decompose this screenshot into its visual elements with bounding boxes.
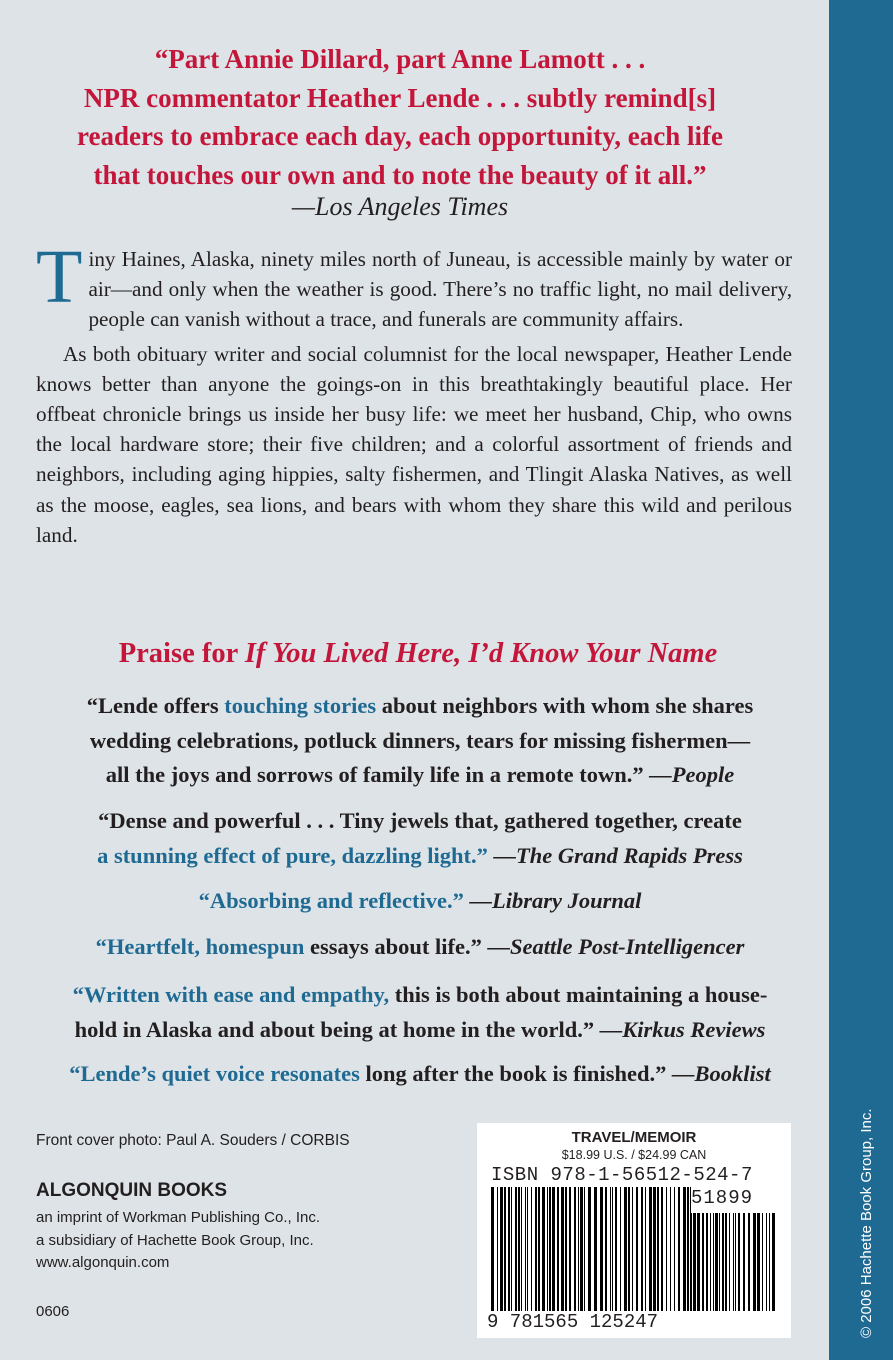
barcode-stripe: [678, 1187, 680, 1311]
copyright-text: © 2006 Hachette Book Group, Inc.: [858, 1108, 875, 1338]
barcode-stripe: [549, 1187, 551, 1311]
barcode-stripe: [527, 1187, 528, 1311]
barcode-stripe: [628, 1187, 630, 1311]
quote-source: —Seattle Post-Intelligencer: [487, 934, 745, 959]
featured-quote: [30, 40, 770, 194]
praise-heading: Praise for If You Lived Here, I’d Know Your Name: [118, 638, 718, 669]
isbn-text: ISBN 978-1-56512-524-7: [491, 1164, 753, 1186]
barcode-stripe: [588, 1187, 591, 1311]
highlight-text: touching stories: [224, 693, 377, 718]
praise-quote-grand-rapids: “Dense and powerful . . . Tiny jewels that, gathered together, create a stunning effect of pure, dazzling light.” —The Grand Rapids Press: [97, 808, 743, 868]
barcode-stripe: [504, 1187, 506, 1311]
praise-quote-library-journal: [30, 884, 810, 919]
barcode-stripe: [666, 1187, 667, 1311]
addon-barcode: [691, 1213, 777, 1311]
barcode-stripe: [542, 1187, 545, 1311]
barcode-stripe: [557, 1187, 559, 1311]
highlight-text: “Heartfelt, homespun: [95, 934, 305, 959]
barcode-stripe: [693, 1213, 696, 1311]
barcode-stripe: [713, 1213, 714, 1311]
barcode-stripe: [670, 1187, 671, 1311]
praise-quote-booklist: “Lende’s quiet voice resonates long after the book is finished.” —Booklist: [69, 1061, 771, 1086]
subsidiary-line: a subsidiary of Hachette Book Group, Inc.: [36, 1231, 314, 1249]
quote-line: that touches our own and to note the beauty of it all.”: [93, 159, 707, 190]
quote-source: —The Grand Rapids Press: [487, 842, 743, 868]
barcode-stripe: [600, 1187, 603, 1311]
quote-line: “Part Annie Dillard, part Anne Lamott . . .: [154, 44, 646, 74]
barcode-stripe: [769, 1213, 770, 1311]
barcode-stripe: [719, 1213, 720, 1311]
barcode-stripe: [632, 1187, 633, 1311]
quote-source: —People: [649, 762, 735, 787]
barcode-stripe: [729, 1213, 730, 1311]
praise-quote-kirkus: “Written with ease and empathy, this is both about maintaining a house- hold in Alaska and about being at home in the world.” —Kirkus Reviews: [72, 982, 768, 1042]
barcode-stripe: [521, 1187, 522, 1311]
barcode-stripe: [762, 1213, 763, 1311]
barcode-panel: [477, 1123, 791, 1338]
spine-strip: [829, 0, 893, 1360]
barcode-stripe: [508, 1187, 510, 1311]
barcode-stripe: [535, 1187, 537, 1311]
ean-number: 9 781565 125247: [487, 1311, 659, 1333]
barcode-stripe: [715, 1213, 718, 1311]
barcode-stripe: [733, 1213, 734, 1311]
barcode-stripe: [735, 1213, 736, 1311]
price-label: $18.99 U.S. / $24.99 CAN: [561, 1148, 707, 1162]
barcode-stripe: [653, 1187, 656, 1311]
barcode-stripe: [569, 1187, 571, 1311]
quote-source: —Kirkus Reviews: [599, 1016, 766, 1042]
barcode-stripe: [674, 1187, 675, 1311]
imprint-line: an imprint of Workman Publishing Co., Inc.: [36, 1209, 321, 1226]
photo-credit: Front cover photo: Paul A. Souders / CORBIS: [36, 1132, 350, 1149]
print-code: 0606: [36, 1303, 70, 1320]
highlight-text: “Lende’s quiet voice resonates: [69, 1061, 360, 1086]
barcode-stripe: [511, 1187, 512, 1311]
praise-quote-seattle: “Heartfelt, homespun essays about life.” —Seattle Post-Intelligencer: [95, 934, 745, 959]
quote-source: —Booklist: [671, 1061, 771, 1086]
barcode-stripe: [578, 1187, 579, 1311]
barcode-stripe: [515, 1187, 517, 1311]
drop-cap: T: [36, 235, 83, 319]
highlight-text: a stunning effect of pure, dazzling light.”: [97, 842, 488, 868]
book-title: If You Lived Here, I’d Know Your Name: [244, 638, 718, 669]
barcode-stripe: [561, 1187, 564, 1311]
barcode-stripe: [766, 1213, 767, 1311]
praise-quote-people: “Lende offers touching stories about neighbors with whom she shares wedding celebrations, potluck dinners, tears for missing fishermen— all the joys and sorrows of family life in a remote town.” —People: [86, 693, 754, 787]
barcode-stripe: [649, 1187, 652, 1311]
barcode-stripe: [753, 1213, 756, 1311]
publisher-details: [36, 1207, 320, 1275]
barcode-stripe: [687, 1187, 689, 1311]
barcode-stripe: [661, 1187, 663, 1311]
category-label: TRAVEL/MEMOIR: [571, 1129, 697, 1146]
barcode-stripe: [580, 1187, 583, 1311]
highlight-text: “Written with ease and empathy,: [72, 982, 390, 1007]
publisher-name: ALGONQUIN BOOKS: [36, 1180, 228, 1201]
barcode-stripe: [531, 1187, 532, 1311]
barcode-stripe: [722, 1213, 724, 1311]
barcode-stripe: [547, 1187, 548, 1311]
barcode-stripe: [605, 1187, 607, 1311]
barcode-stripe: [612, 1187, 613, 1311]
description-text: iny Haines, Alaska, ninety miles north of Juneau, is accessible mainly by water or air—and only when the weather is good. There’s no traffic light, no mail delivery, people can vanish without a trace, and funerals are community affairs.: [88, 247, 792, 332]
barcode-stripe: [645, 1187, 646, 1311]
barcode-stripe: [641, 1187, 643, 1311]
addon-number: 51899: [691, 1187, 754, 1209]
barcode-stripe: [500, 1187, 503, 1311]
barcode-stripe: [657, 1187, 659, 1311]
book-description: [36, 235, 792, 550]
barcode-stripe: [748, 1213, 750, 1311]
barcode-stripe: [518, 1187, 520, 1311]
barcode-stripe: [691, 1213, 692, 1311]
barcode-stripe: [636, 1187, 638, 1311]
barcode-stripe: [594, 1187, 597, 1311]
barcode-stripe: [725, 1213, 727, 1311]
barcode-stripe: [624, 1187, 627, 1311]
barcode-stripe: [710, 1213, 711, 1311]
barcode-stripe: [620, 1187, 621, 1311]
barcode-stripe: [552, 1187, 555, 1311]
barcode-stripe: [702, 1213, 704, 1311]
barcode-stripe: [497, 1187, 498, 1311]
highlight-text: “Absorbing and reflective.”: [198, 888, 464, 913]
publisher-url: www.algonquin.com: [36, 1254, 170, 1271]
barcode-stripe: [610, 1187, 611, 1311]
quote-source: —Library Journal: [463, 888, 642, 913]
barcode-stripe: [738, 1213, 740, 1311]
barcode-stripe: [683, 1187, 686, 1311]
ean-barcode: [491, 1187, 691, 1311]
quote-line: readers to embrace each day, each opportunity, each life: [77, 121, 723, 151]
quote-attribution: —Los Angeles Times: [291, 192, 509, 221]
quote-line: NPR commentator Heather Lende . . . subtly remind[s]: [83, 82, 717, 113]
barcode-stripe: [706, 1213, 708, 1311]
barcode-stripe: [584, 1187, 585, 1311]
barcode-stripe: [538, 1187, 540, 1311]
description-paragraph-1: [36, 235, 792, 335]
description-paragraph-2: As both obituary writer and social columnist for the local newspaper, Heather Lende knows better than anyone the goings-on in this breathtakingly beautiful place. Her offbeat chronicle brings us inside her busy life: we meet her husband, Chip, who owns the local hardware store; their five children; and a colorful assortment of friends and neighbors, including aging hippies, salty fishermen, and Tlingit Alaska Natives, as well as the moose, eagles, sea lions, and bears with whom they share this wild and perilous land.: [36, 341, 792, 547]
barcode-stripe: [772, 1213, 775, 1311]
barcode-stripe: [565, 1187, 567, 1311]
barcode-stripe: [491, 1187, 494, 1311]
barcode-stripe: [743, 1213, 745, 1311]
barcode-stripe: [574, 1187, 576, 1311]
barcode-stripe: [757, 1213, 760, 1311]
barcode-stripe: [697, 1213, 700, 1311]
barcode-stripe: [615, 1187, 617, 1311]
barcode-stripe: [525, 1187, 526, 1311]
